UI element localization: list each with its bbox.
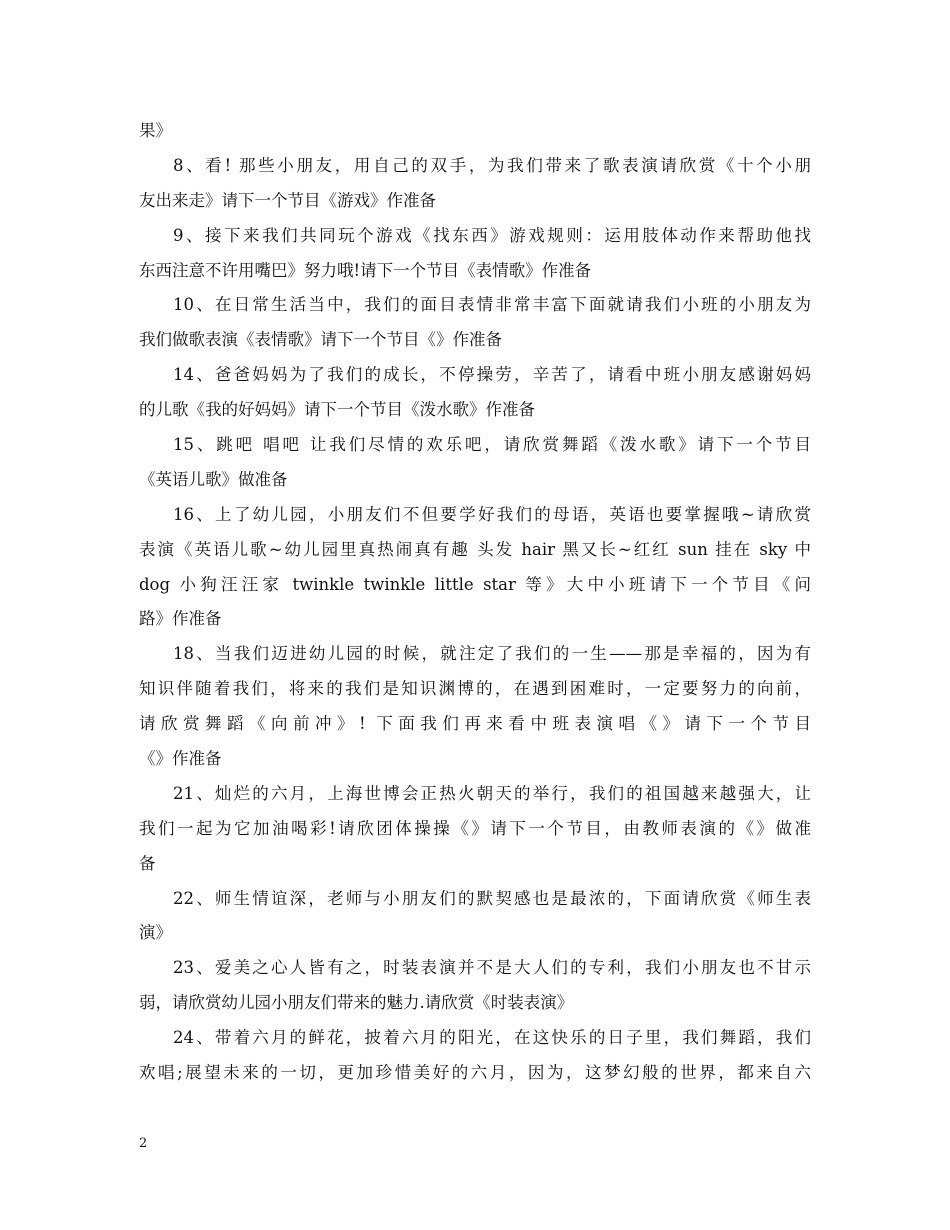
text-line: 24、带着六月的鲜花，披着六月的阳光，在这快乐的日子里，我们舞蹈，我们 <box>173 1028 811 1048</box>
text-line: 备 <box>139 853 156 873</box>
text-line: 我们做歌表演《表情歌》请下一个节目《》作准备 <box>139 330 502 350</box>
text-line: 《》作准备 <box>139 749 222 769</box>
text-line: 东西注意不许用嘴巴》努力哦!请下一个节目《表情歌》作准备 <box>139 260 592 280</box>
text-line: 15、跳吧 唱吧 让我们尽情的欢乐吧，请欣赏舞蹈《泼水歌》请下一个节目 <box>173 435 811 455</box>
text-line: 10、在日常生活当中，我们的面目表情非常丰富下面就请我们小班的小朋友为 <box>173 295 811 315</box>
text-line: 演》 <box>139 923 172 943</box>
text-line: 表演《英语儿歌~幼儿园里真热闹真有趣 头发 hair 黑又长~红红 sun 挂在 sky 中 <box>139 539 811 559</box>
text-line: 18、当我们迈进幼儿园的时候，就注定了我们的一生——那是幸福的，因为有 <box>173 644 811 664</box>
text-line: 弱，请欣赏幼儿园小朋友们带来的魅力.请欣赏《时装表演》 <box>139 993 574 1013</box>
text-line: 16、上了幼儿园，小朋友们不但要学好我们的母语，英语也要掌握哦~请欣赏 <box>173 504 811 524</box>
text-line: 9、接下来我们共同玩个游戏《找东西》游戏规则：运用肢体动作来帮助他找 <box>173 225 811 245</box>
text-line: 的儿歌《我的好妈妈》请下一个节目《泼水歌》作准备 <box>139 400 535 420</box>
text-line: dog 小狗汪汪家 twinkle twinkle little star 等》大中小班请下一个节目《问 <box>139 574 811 594</box>
text-line: 果》 <box>139 121 172 140</box>
text-line: 21、灿烂的六月，上海世博会正热火朝天的举行，我们的祖国越来越强大，让 <box>173 783 811 803</box>
text-line: 知识伴随着我们，将来的我们是知识渊博的，在遇到困难时，一定要努力的向前， <box>139 679 811 699</box>
text-line: 友出来走》请下一个节目《游戏》作准备 <box>139 190 436 210</box>
text-line: 请欣赏舞蹈《向前冲》! 下面我们再来看中班表演唱《》请下一个节目 <box>139 714 811 734</box>
text-line: 路》作准备 <box>139 609 222 629</box>
document-body <box>139 114 811 1091</box>
text-line: 23、爱美之心人皆有之，时装表演并不是大人们的专利，我们小朋友也不甘示 <box>173 958 811 978</box>
text-line: 14、爸爸妈妈为了我们的成长，不停操劳，辛苦了，请看中班小朋友感谢妈妈 <box>173 365 811 385</box>
text-line: 我们一起为它加油喝彩!请欣团体操操《》请下一个节目，由教师表演的《》做准 <box>139 818 811 838</box>
text-line: 8、看! 那些小朋友，用自己的双手，为我们带来了歌表演请欣赏《十个小朋 <box>173 155 811 175</box>
text-line: 22、师生情谊深，老师与小朋友们的默契感也是最浓的，下面请欣赏《师生表 <box>173 888 811 908</box>
text-line: 欢唱;展望未来的一切，更加珍惜美好的六月，因为，这梦幻般的世界，都来自六 <box>139 1063 811 1083</box>
page-number: 2 <box>139 1136 148 1151</box>
text-line: 《英语儿歌》做准备 <box>139 469 288 489</box>
